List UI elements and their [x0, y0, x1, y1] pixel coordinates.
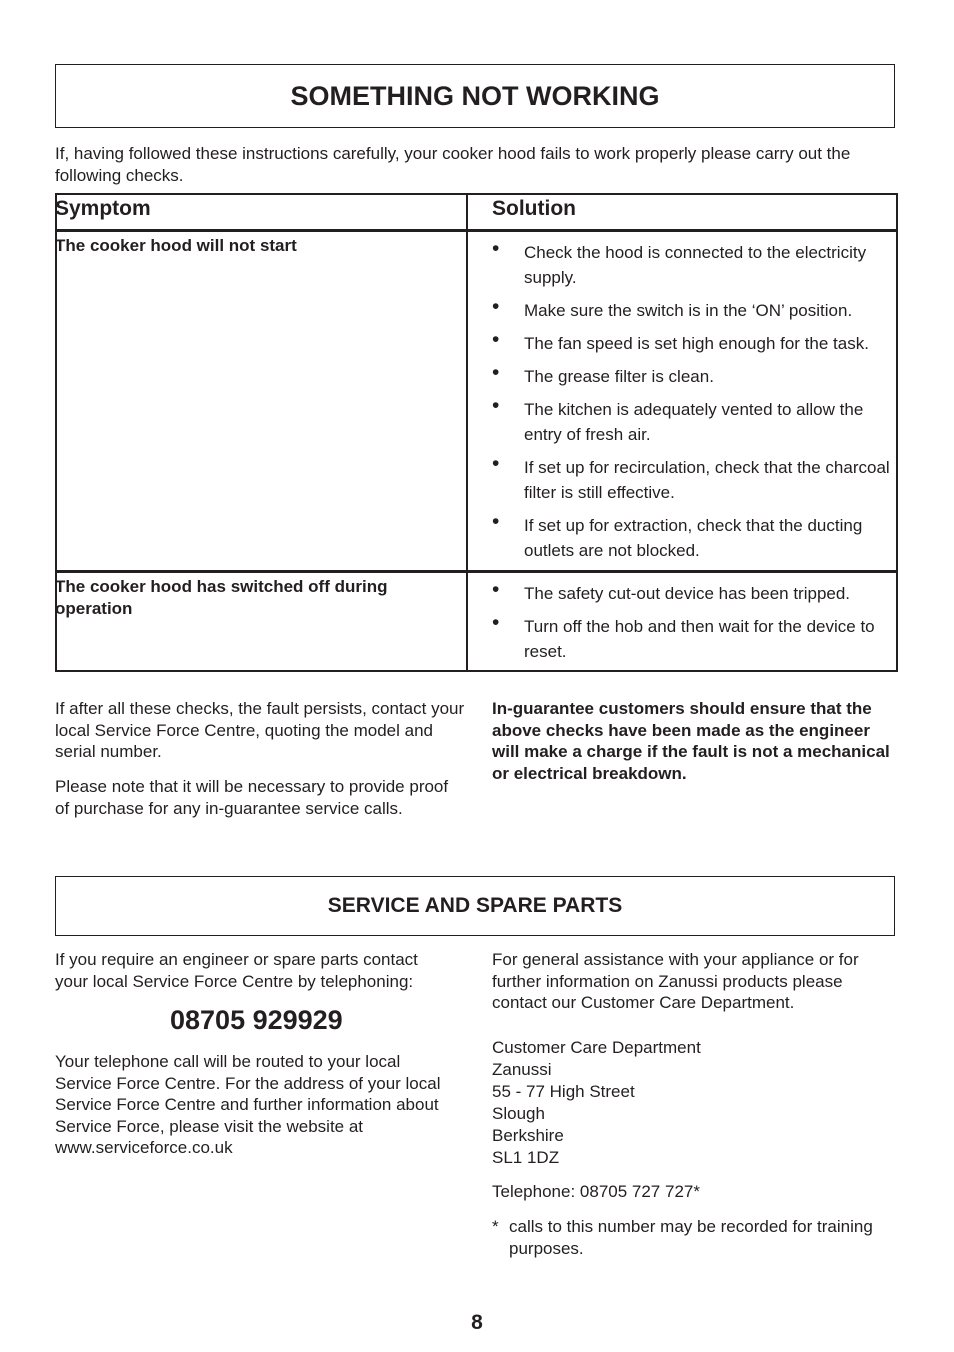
- bullet-icon: •: [492, 510, 500, 533]
- list-item: • The safety cut-out device has been tripped.: [492, 578, 851, 603]
- section-title-something-not-working: [55, 64, 895, 128]
- solution-list-not-start: [492, 237, 897, 571]
- list-item: • The kitchen is adequately vented to allow the entry of fresh air.: [492, 394, 864, 444]
- footnote: [492, 1216, 902, 1260]
- page-number: 8: [471, 1311, 483, 1334]
- table-border-top: [55, 193, 898, 195]
- service-phone-number: 08705 929929: [170, 1005, 343, 1035]
- footnote-text: calls to this number may be recorded for training purposes.: [509, 1217, 873, 1258]
- bullet-icon: •: [492, 578, 500, 601]
- list-item: • Turn off the hob and then wait for the device to reset.: [492, 611, 875, 661]
- bullet-icon: •: [492, 328, 500, 351]
- symptom-switched-off: The cooker hood has switched off during operation: [55, 577, 388, 618]
- footnote-mark: *: [492, 1217, 499, 1236]
- intro-paragraph: If, having followed these instructions carefully, your cooker hood fails to work properly please carry out the following checks.: [55, 144, 851, 185]
- call-routing-paragraph: Your telephone call will be routed to your local Service Force Centre. For the address of your local Service Force Centre and further information about Service Force, please visit the website at www.serviceforce.co.uk: [55, 1052, 441, 1157]
- bullet-icon: •: [492, 452, 500, 475]
- customer-care-telephone: Telephone: 08705 727 727*: [492, 1182, 700, 1201]
- list-item: • The grease filter is clean.: [492, 361, 714, 386]
- list-item: • If set up for recirculation, check that the charcoal filter is still effective.: [492, 452, 890, 502]
- table-header-divider: [55, 229, 898, 232]
- in-guarantee-notice: In-guarantee customers should ensure that the above checks have been made as the engineer will make a charge if the fault is not a mechanical or electrical breakdown.: [492, 699, 890, 783]
- column-header-solution: Solution: [492, 197, 576, 220]
- address-line: 55 - 77 High Street: [492, 1082, 635, 1101]
- customer-care-intro: For general assistance with your appliance or for further information on Zanussi products please contact our Customer Care Department.: [492, 950, 859, 1012]
- address-line: Slough: [492, 1104, 545, 1123]
- bullet-icon: •: [492, 394, 500, 417]
- bullet-icon: •: [492, 611, 500, 634]
- section-title-service-and-spare-parts: [55, 876, 895, 936]
- address-line: Customer Care Department: [492, 1038, 701, 1057]
- customer-care-address: [492, 1037, 902, 1169]
- bullet-icon: •: [492, 361, 500, 384]
- address-line: Zanussi: [492, 1060, 552, 1079]
- table-column-divider: [466, 193, 468, 672]
- fault-persists-paragraph: If after all these checks, the fault persists, contact your local Service Force Centre, quoting the model and serial number.: [55, 699, 465, 761]
- section-title-text: SOMETHING NOT WORKING: [290, 80, 660, 111]
- list-item: • If set up for extraction, check that the ducting outlets are not blocked.: [492, 510, 863, 560]
- address-line: SL1 1DZ: [492, 1148, 560, 1167]
- list-item: • The fan speed is set high enough for the task.: [492, 328, 869, 353]
- symptom-not-start: The cooker hood will not start: [55, 236, 297, 255]
- engineer-contact-paragraph: If you require an engineer or spare parts contact your local Service Force Centre by telephoning:: [55, 950, 418, 991]
- list-item: • Make sure the switch is in the ‘ON’ position.: [492, 295, 853, 320]
- proof-of-purchase-paragraph: Please note that it will be necessary to provide proof of purchase for any in-guarantee service calls.: [55, 777, 449, 818]
- list-item: • Check the hood is connected to the electricity supply.: [492, 237, 867, 287]
- solution-list-switched-off: [492, 578, 897, 672]
- bullet-icon: •: [492, 237, 500, 260]
- section-title-text: SERVICE AND SPARE PARTS: [327, 894, 623, 917]
- address-line: Berkshire: [492, 1126, 564, 1145]
- bullet-icon: •: [492, 295, 500, 318]
- column-header-symptom: Symptom: [55, 197, 151, 220]
